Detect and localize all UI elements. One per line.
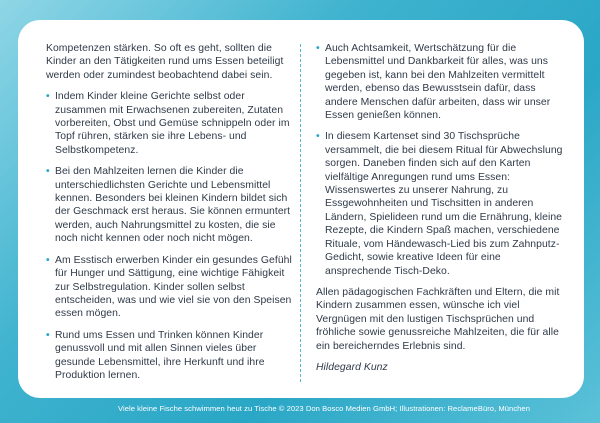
text-card — [18, 20, 584, 398]
left-column — [46, 42, 294, 390]
bullet-cooking: • Indem Kinder kleine Gerichte selbst oder zusammen mit Erwachsenen zubereiten, Zutaten vorbereiten, Obst und Gemüse schnippeln oder im Topf rühren, stärken sie ihre Lebens- und Selbstkompetenz. — [46, 90, 294, 157]
bullet-card-set: • In diesem Kartenset sind 30 Tischsprüche versammelt, die bei diesem Ritual für Abwechslung sorgen. Daneben finden sich auf den Karten vielfältige Anregungen rund ums Essen: Wissenswertes zu unserer Nahrung, zu Essgewohnheiten und Tischsitten in anderen Ländern, Spielideen rund um die Ernährung, kleine Rezepte, die Kindern Spaß machen, verschiedene Rituale, vom Händewasch-Lied bis zum Zahnputz-Gedicht, sowie kreative Ideen für eine ansprechende Tisch-Deko. — [316, 130, 564, 277]
bullet-mindfulness: • Auch Achtsamkeit, Wertschätzung für die Lebensmittel und Dankbarkeit für alles, was uns gegeben ist, kann bei den Mahlzeiten vermittelt werden, ebenso das Bewusstsein dafür, dass andere Menschen dafür arbeiten, dass wir unser Essen genießen können. — [316, 42, 564, 122]
author-signature: Hildegard Kunz — [316, 361, 388, 373]
right-column — [316, 42, 564, 382]
copyright-footer: Viele kleine Fische schwimmen heut zu Tische © 2023 Don Bosco Medien GmbH; Illustrationen: ReclameBüro, München — [118, 404, 530, 413]
closing-paragraph: Allen pädagogischen Fachkräften und Eltern, die mit Kindern zusammen essen, wünsche ich viel Vergnügen mit den lustigen Tischsprüchen und fröhliche sowie genussreiche Mahlzeiten, die für alle ein bereicherndes Erlebnis sind. — [316, 286, 560, 352]
bullet-senses: • Rund ums Essen und Trinken können Kinder genussvoll und mit allen Sinnen vieles über gesunde Lebensmittel, ihre Herkunft und ihre Produktion lernen. — [46, 329, 294, 383]
intro-paragraph: Kompetenzen stärken. So oft es geht, sollten die Kinder an den Tätigkeiten rund ums Essen beteiligt werden oder zumindest beobachtend dabei sein. — [46, 43, 284, 81]
column-divider — [300, 44, 301, 382]
bullet-tasting: • Bei den Mahlzeiten lernen die Kinder die unterschiedlichsten Gerichte und Lebensmittel kennen. Besonders bei kleinen Kindern bildet sich der Geschmack erst heraus. Sie können ermuntert werden, auch Nahrungsmittel zu kosten, die sie noch nicht kennen oder noch nicht mögen. — [46, 165, 294, 245]
bullet-self-regulation: • Am Esstisch erwerben Kinder ein gesundes Gefühl für Hunger und Sättigung, eine wichtige Fähigkeit zur Selbstregulation. Kinder sollen selbst entscheiden, was und wie viel sie von den Speisen essen mögen. — [46, 254, 294, 321]
